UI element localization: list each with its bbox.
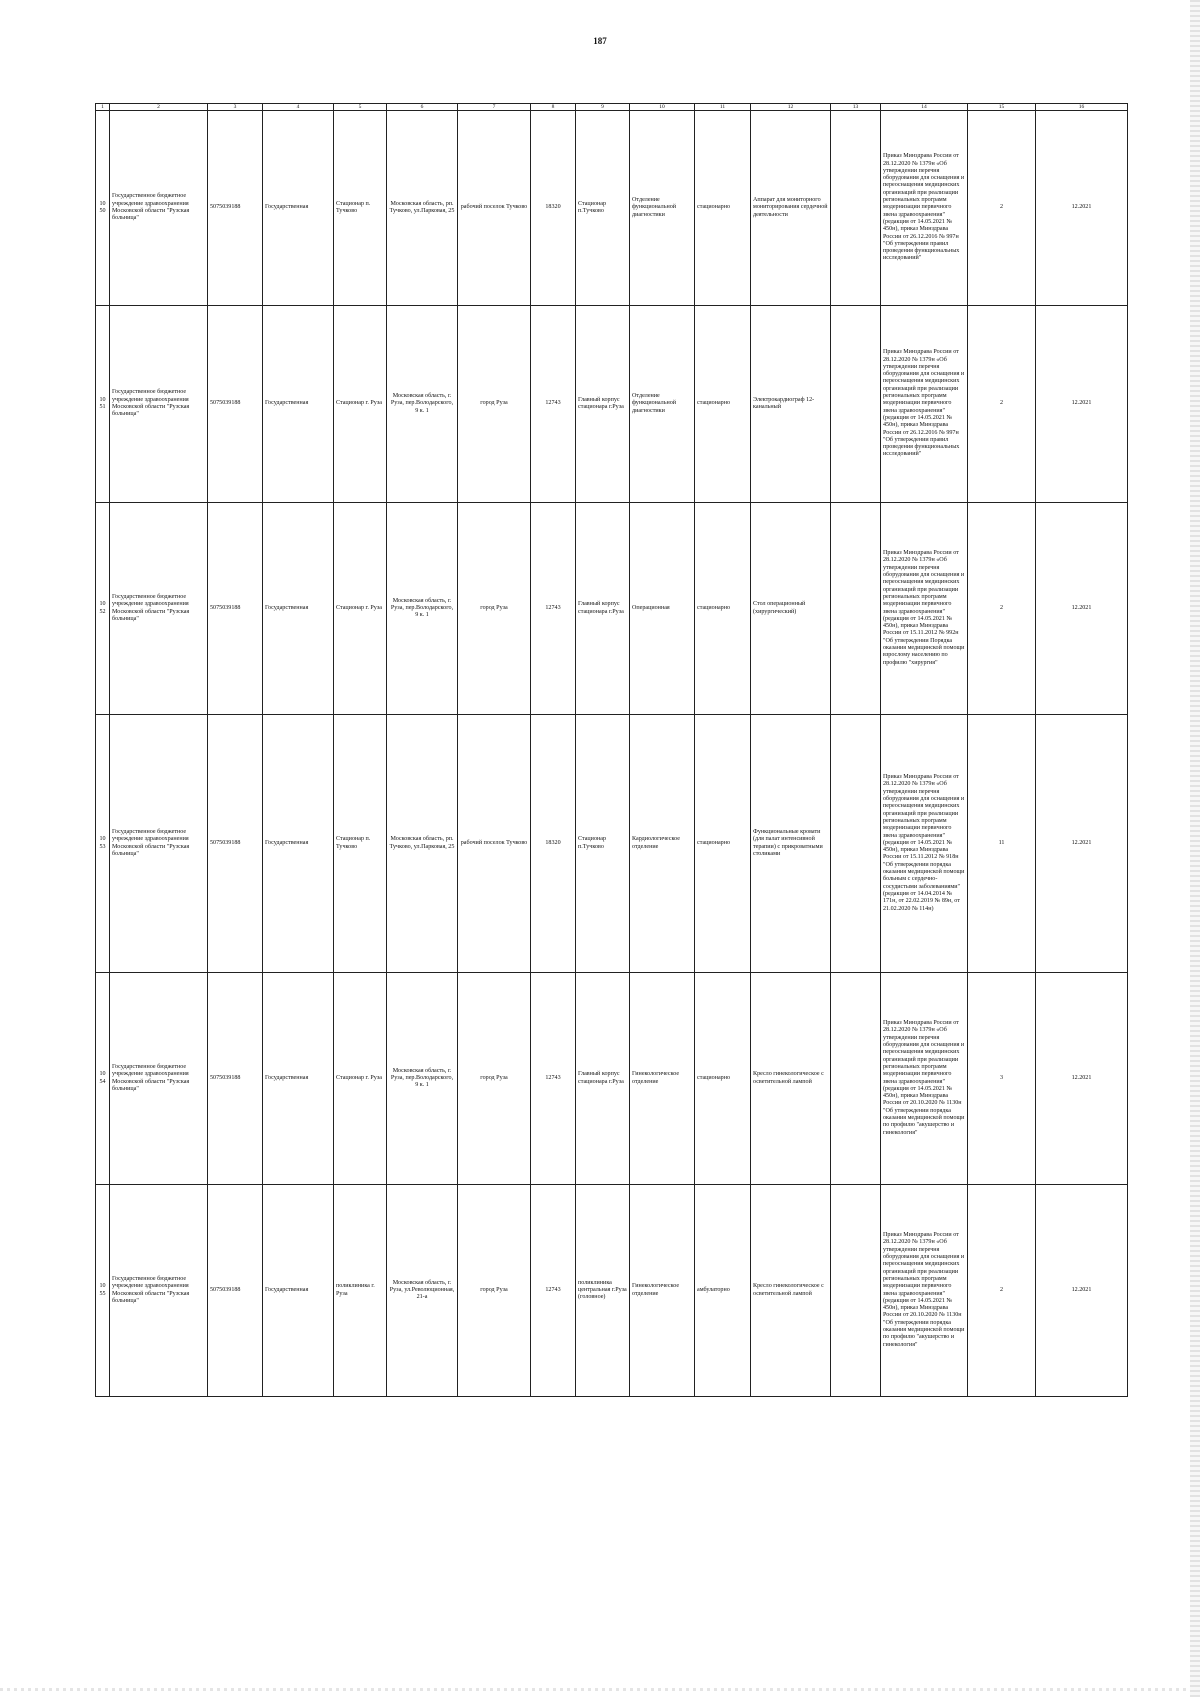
department: Отделение функциональной диагностики: [630, 111, 695, 306]
building: Главный корпус стационара г.Руза: [576, 306, 630, 503]
equipment-name: Кресло гинекологическое с осветительной лампой: [751, 973, 831, 1185]
address: Московская область, г. Руза, пер.Володарского, 9 к. 1: [387, 503, 458, 715]
scan-edge: [1190, 0, 1200, 1697]
delivery-date: 12.2021: [1036, 503, 1128, 715]
building: Стационар п.Тучково: [576, 715, 630, 973]
column-number: 4: [263, 104, 334, 111]
care-condition: стационарно: [695, 715, 751, 973]
ownership-form: Государственная: [263, 503, 334, 715]
equipment-name: Стол операционный (хирургический): [751, 503, 831, 715]
inn: 5075039188: [208, 503, 263, 715]
regulatory-document: [881, 1185, 968, 1397]
column-number: 5: [334, 104, 387, 111]
quantity: 2: [968, 306, 1036, 503]
table-row: [96, 503, 1128, 715]
address: Московская область, рп. Тучково, ул.Парковая, 25: [387, 715, 458, 973]
organization-name: Государственное бюджетное учреждение здравоохранения Московской области "Рузская больница": [110, 306, 208, 503]
equipment-name: Кресло гинекологическое с осветительной лампой: [751, 1185, 831, 1397]
column-number: 9: [576, 104, 630, 111]
column-13: [831, 715, 881, 973]
quantity: 3: [968, 973, 1036, 1185]
column-number: 3: [208, 104, 263, 111]
regulatory-document: [881, 306, 968, 503]
delivery-date: 12.2021: [1036, 1185, 1128, 1397]
page-number: 187: [593, 36, 607, 46]
quantity: 2: [968, 1185, 1036, 1397]
subdivision: поликлиника г. Руза: [334, 1185, 387, 1397]
locality-code: 12743: [531, 503, 576, 715]
inn: 5075039188: [208, 973, 263, 1185]
row-number: 1050: [96, 111, 110, 306]
regulatory-document-text: Приказ Минздрава России от 28.12.2020 № 1379н «Об утверждении перечня оборудования для оснащения и переоснащения медицинских организаций при реализации региональных программ модернизации первичного звена здравоохранения"(редакция от 14.05.2021 № 450н), приказ Минздрава России от 20.10.2020 № 1130н "Об утверждении порядка оказания медицинской помощи по профилю "акушерство и гинекология": [883, 1232, 965, 1348]
address: Московская область, рп. Тучково, ул.Парковая, 25: [387, 111, 458, 306]
equipment-name: Функциональные кровати (для палат интенсивной терапии) с прикроватными столиками: [751, 715, 831, 973]
equipment-registry-table: [95, 103, 1128, 1397]
ownership-form: Государственная: [263, 111, 334, 306]
care-condition: стационарно: [695, 111, 751, 306]
column-number: 7: [458, 104, 531, 111]
row-number: 1054: [96, 973, 110, 1185]
inn: 5075039188: [208, 1185, 263, 1397]
care-condition: стационарно: [695, 503, 751, 715]
column-number: 2: [110, 104, 208, 111]
column-13: [831, 306, 881, 503]
care-condition: стационарно: [695, 306, 751, 503]
column-13: [831, 503, 881, 715]
care-condition: амбулаторно: [695, 1185, 751, 1397]
row-number: 1053: [96, 715, 110, 973]
locality-code: 18320: [531, 111, 576, 306]
table-row: [96, 973, 1128, 1185]
organization-name: Государственное бюджетное учреждение здравоохранения Московской области "Рузская больница": [110, 503, 208, 715]
delivery-date: 12.2021: [1036, 973, 1128, 1185]
equipment-name: Электрокардиограф 12-канальный: [751, 306, 831, 503]
address: Московская область, г. Руза, ул.Революционная, 21-а: [387, 1185, 458, 1397]
column-number-row: [96, 104, 1128, 111]
organization-name: Государственное бюджетное учреждение здравоохранения Московской области "Рузская больница": [110, 111, 208, 306]
table-row: [96, 111, 1128, 306]
column-number: 12: [751, 104, 831, 111]
department: Отделение функциональной диагностики: [630, 306, 695, 503]
quantity: 2: [968, 111, 1036, 306]
row-number: 1052: [96, 503, 110, 715]
regulatory-document: [881, 715, 968, 973]
locality-code: 12743: [531, 973, 576, 1185]
column-number: 6: [387, 104, 458, 111]
ownership-form: Государственная: [263, 306, 334, 503]
inn: 5075039188: [208, 715, 263, 973]
quantity: 2: [968, 503, 1036, 715]
column-13: [831, 1185, 881, 1397]
inn: 5075039188: [208, 111, 263, 306]
column-number: 1: [96, 104, 110, 111]
table-row: [96, 1185, 1128, 1397]
locality-code: 18320: [531, 715, 576, 973]
care-condition: стационарно: [695, 973, 751, 1185]
locality: город Руза: [458, 1185, 531, 1397]
delivery-date: 12.2021: [1036, 715, 1128, 973]
regulatory-document-text: Приказ Минздрава России от 28.12.2020 № 1379н «Об утверждении перечня оборудования для оснащения и переоснащения медицинских организаций при реализации региональных программ модернизации первичного звена здравоохранения"(редакция от 14.05.2021 № 450н), приказ Минздрава России от 26.12.2016 № 997н "Об утверждении правил проведения функциональных исследований": [883, 349, 965, 458]
building: Главный корпус стационара г.Руза: [576, 973, 630, 1185]
address: Московская область, г. Руза, пер.Володарского, 9 к. 1: [387, 973, 458, 1185]
locality: рабочий поселок Тучково: [458, 715, 531, 973]
regulatory-document-text: Приказ Минздрава России от 28.12.2020 № 1379н «Об утверждении перечня оборудования для оснащения и переоснащения медицинских организаций при реализации региональных программ модернизации первичного звена здравоохранения"(редакция от 14.05.2021 № 450н), приказ Минздрава России от 26.12.2016 № 997н "Об утверждении правил проведения функциональных исследований": [883, 153, 965, 262]
column-number: 16: [1036, 104, 1128, 111]
table-row: [96, 306, 1128, 503]
subdivision: Стационар п. Тучково: [334, 715, 387, 973]
regulatory-document: [881, 503, 968, 715]
locality: город Руза: [458, 306, 531, 503]
regulatory-document-text: Приказ Минздрава России от 28.12.2020 № 1379н «Об утверждении перечня оборудования для оснащения и переоснащения медицинских организаций при реализации региональных программ модернизации первичного звена здравоохранения"(редакция от 14.05.2021 № 450н), приказ Минздрава России от 15.11.2012 № 992н "Об утверждении Порядка оказания медицинской помощи взрослому населению по профилю "хирургия": [883, 550, 965, 666]
locality: город Руза: [458, 973, 531, 1185]
organization-name: Государственное бюджетное учреждение здравоохранения Московской области "Рузская больница": [110, 973, 208, 1185]
department: Операционная: [630, 503, 695, 715]
quantity: 11: [968, 715, 1036, 973]
regulatory-document: [881, 111, 968, 306]
delivery-date: 12.2021: [1036, 306, 1128, 503]
regulatory-document-text: Приказ Минздрава России от 28.12.2020 № 1379н «Об утверждении перечня оборудования для оснащения и переоснащения медицинских организаций при реализации региональных программ модернизации первичного звена здравоохранения"(редакция от 14.05.2021 № 450н), приказ Минздрава России от 20.10.2020 № 1130н "Об утверждении порядка оказания медицинской помощи по профилю "акушерство и гинекология": [883, 1020, 965, 1136]
building: Стационар п.Тучково: [576, 111, 630, 306]
ownership-form: Государственная: [263, 973, 334, 1185]
column-number: 14: [881, 104, 968, 111]
column-number: 10: [630, 104, 695, 111]
inn: 5075039188: [208, 306, 263, 503]
organization-name: Государственное бюджетное учреждение здравоохранения Московской области "Рузская больница": [110, 1185, 208, 1397]
organization-name: Государственное бюджетное учреждение здравоохранения Московской области "Рузская больница": [110, 715, 208, 973]
scan-bottom-edge: [0, 1688, 1190, 1691]
subdivision: Стационар г. Руза: [334, 306, 387, 503]
department: Гинекологическое отделение: [630, 1185, 695, 1397]
delivery-date: 12.2021: [1036, 111, 1128, 306]
column-number: 8: [531, 104, 576, 111]
column-13: [831, 111, 881, 306]
subdivision: Стационар г. Руза: [334, 973, 387, 1185]
department: Гинекологическое отделение: [630, 973, 695, 1185]
address: Московская область, г. Руза, пер.Володарского, 9 к. 1: [387, 306, 458, 503]
department: Кардиологическое отделение: [630, 715, 695, 973]
building: Главный корпус стационара г.Руза: [576, 503, 630, 715]
locality-code: 12743: [531, 306, 576, 503]
table-row: [96, 715, 1128, 973]
ownership-form: Государственная: [263, 1185, 334, 1397]
row-number: 1055: [96, 1185, 110, 1397]
locality-code: 12743: [531, 1185, 576, 1397]
regulatory-document-text: Приказ Минздрава России от 28.12.2020 № 1379н «Об утверждении перечня оборудования для оснащения и переоснащения медицинских организаций при реализации региональных программ модернизации первичного звена здравоохранения"(редакция от 14.05.2021 № 450н), приказ Минздрава России от 15.11.2012 № 918н "Об утверждении порядка оказания медицинской помощи больным с сердечно-сосудистыми заболеваниями" (редакция от 14.04.2014 № 171н, от 22.02.2019 № 89н, от 21.02.2020 № 114н): [883, 774, 965, 912]
column-number: 11: [695, 104, 751, 111]
equipment-name: Аппарат для мониторного мониторирования сердечной деятельности: [751, 111, 831, 306]
row-number: 1051: [96, 306, 110, 503]
regulatory-document: [881, 973, 968, 1185]
column-13: [831, 973, 881, 1185]
locality: рабочий поселок Тучково: [458, 111, 531, 306]
ownership-form: Государственная: [263, 715, 334, 973]
column-number: 15: [968, 104, 1036, 111]
subdivision: Стационар п. Тучково: [334, 111, 387, 306]
locality: город Руза: [458, 503, 531, 715]
subdivision: Стационар г. Руза: [334, 503, 387, 715]
building: поликлиника центральная г.Руза (головное): [576, 1185, 630, 1397]
column-number: 13: [831, 104, 881, 111]
